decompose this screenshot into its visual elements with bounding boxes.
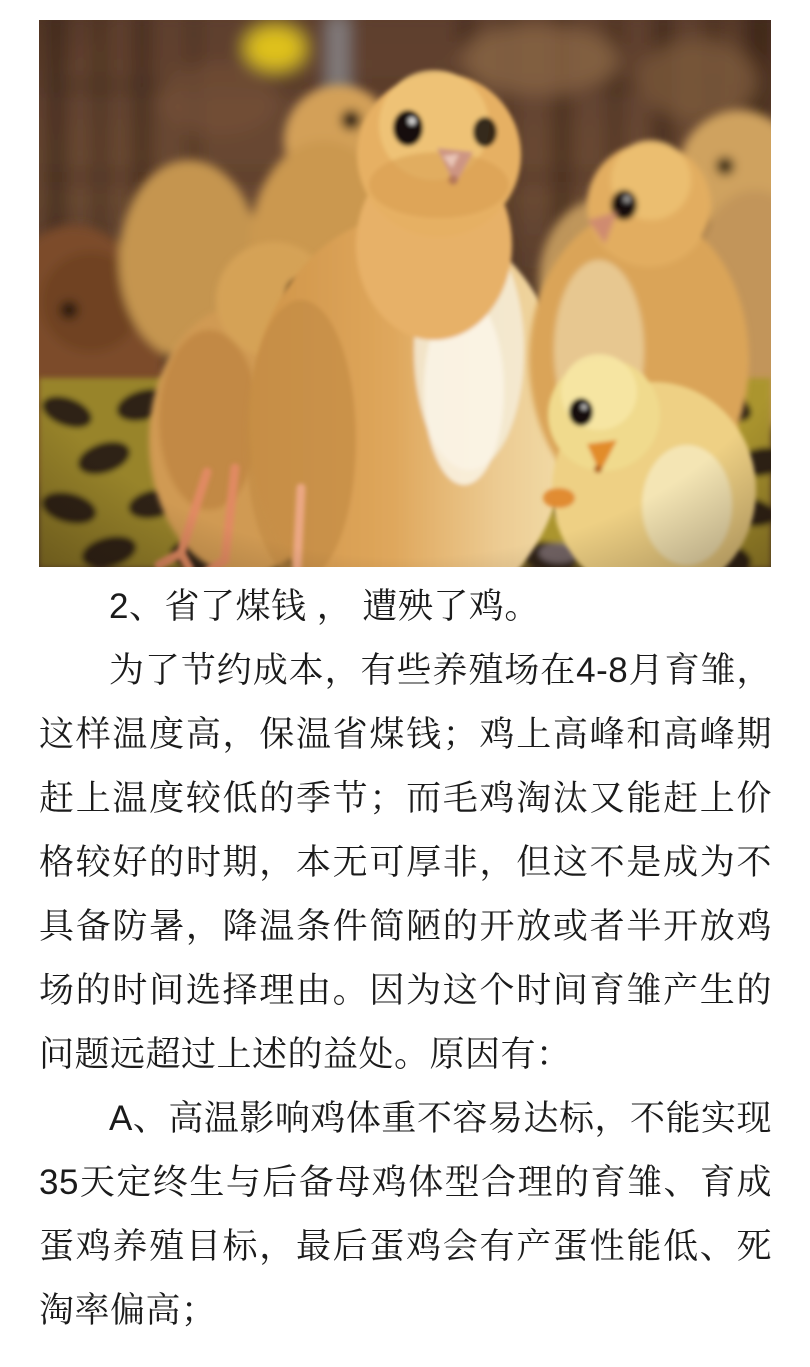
photo-vignette [39, 20, 771, 567]
chicks-photo [39, 20, 771, 567]
paragraph-point-a: A、高温影响鸡体重不容易达标，不能实现35天定终生与后备母鸡体型合理的育雏、育成蛋鸡养殖目标，最后蛋鸡会有产蛋性能低、死淘率偏高； [39, 1099, 772, 1330]
article-body [39, 575, 772, 1343]
chicks-photo-illustration [39, 20, 771, 567]
paragraph-heading: 2、省了煤钱 ， 遭殃了鸡。 [109, 587, 540, 626]
paragraph-main: 为了节约成本，有些养殖场在4-8月育雏，这样温度高，保温省煤钱；鸡上高峰和高峰期赶上温度较低的季节；而毛鸡淘汰又能赶上价格较好的时期，本无可厚非，但这不是成为不具备防暑，降温条件简陋的开放或者半开放鸡场的时间选择理由。因为这个时间育雏产生的问题远超过上述的益处。原因有： [39, 651, 772, 1074]
